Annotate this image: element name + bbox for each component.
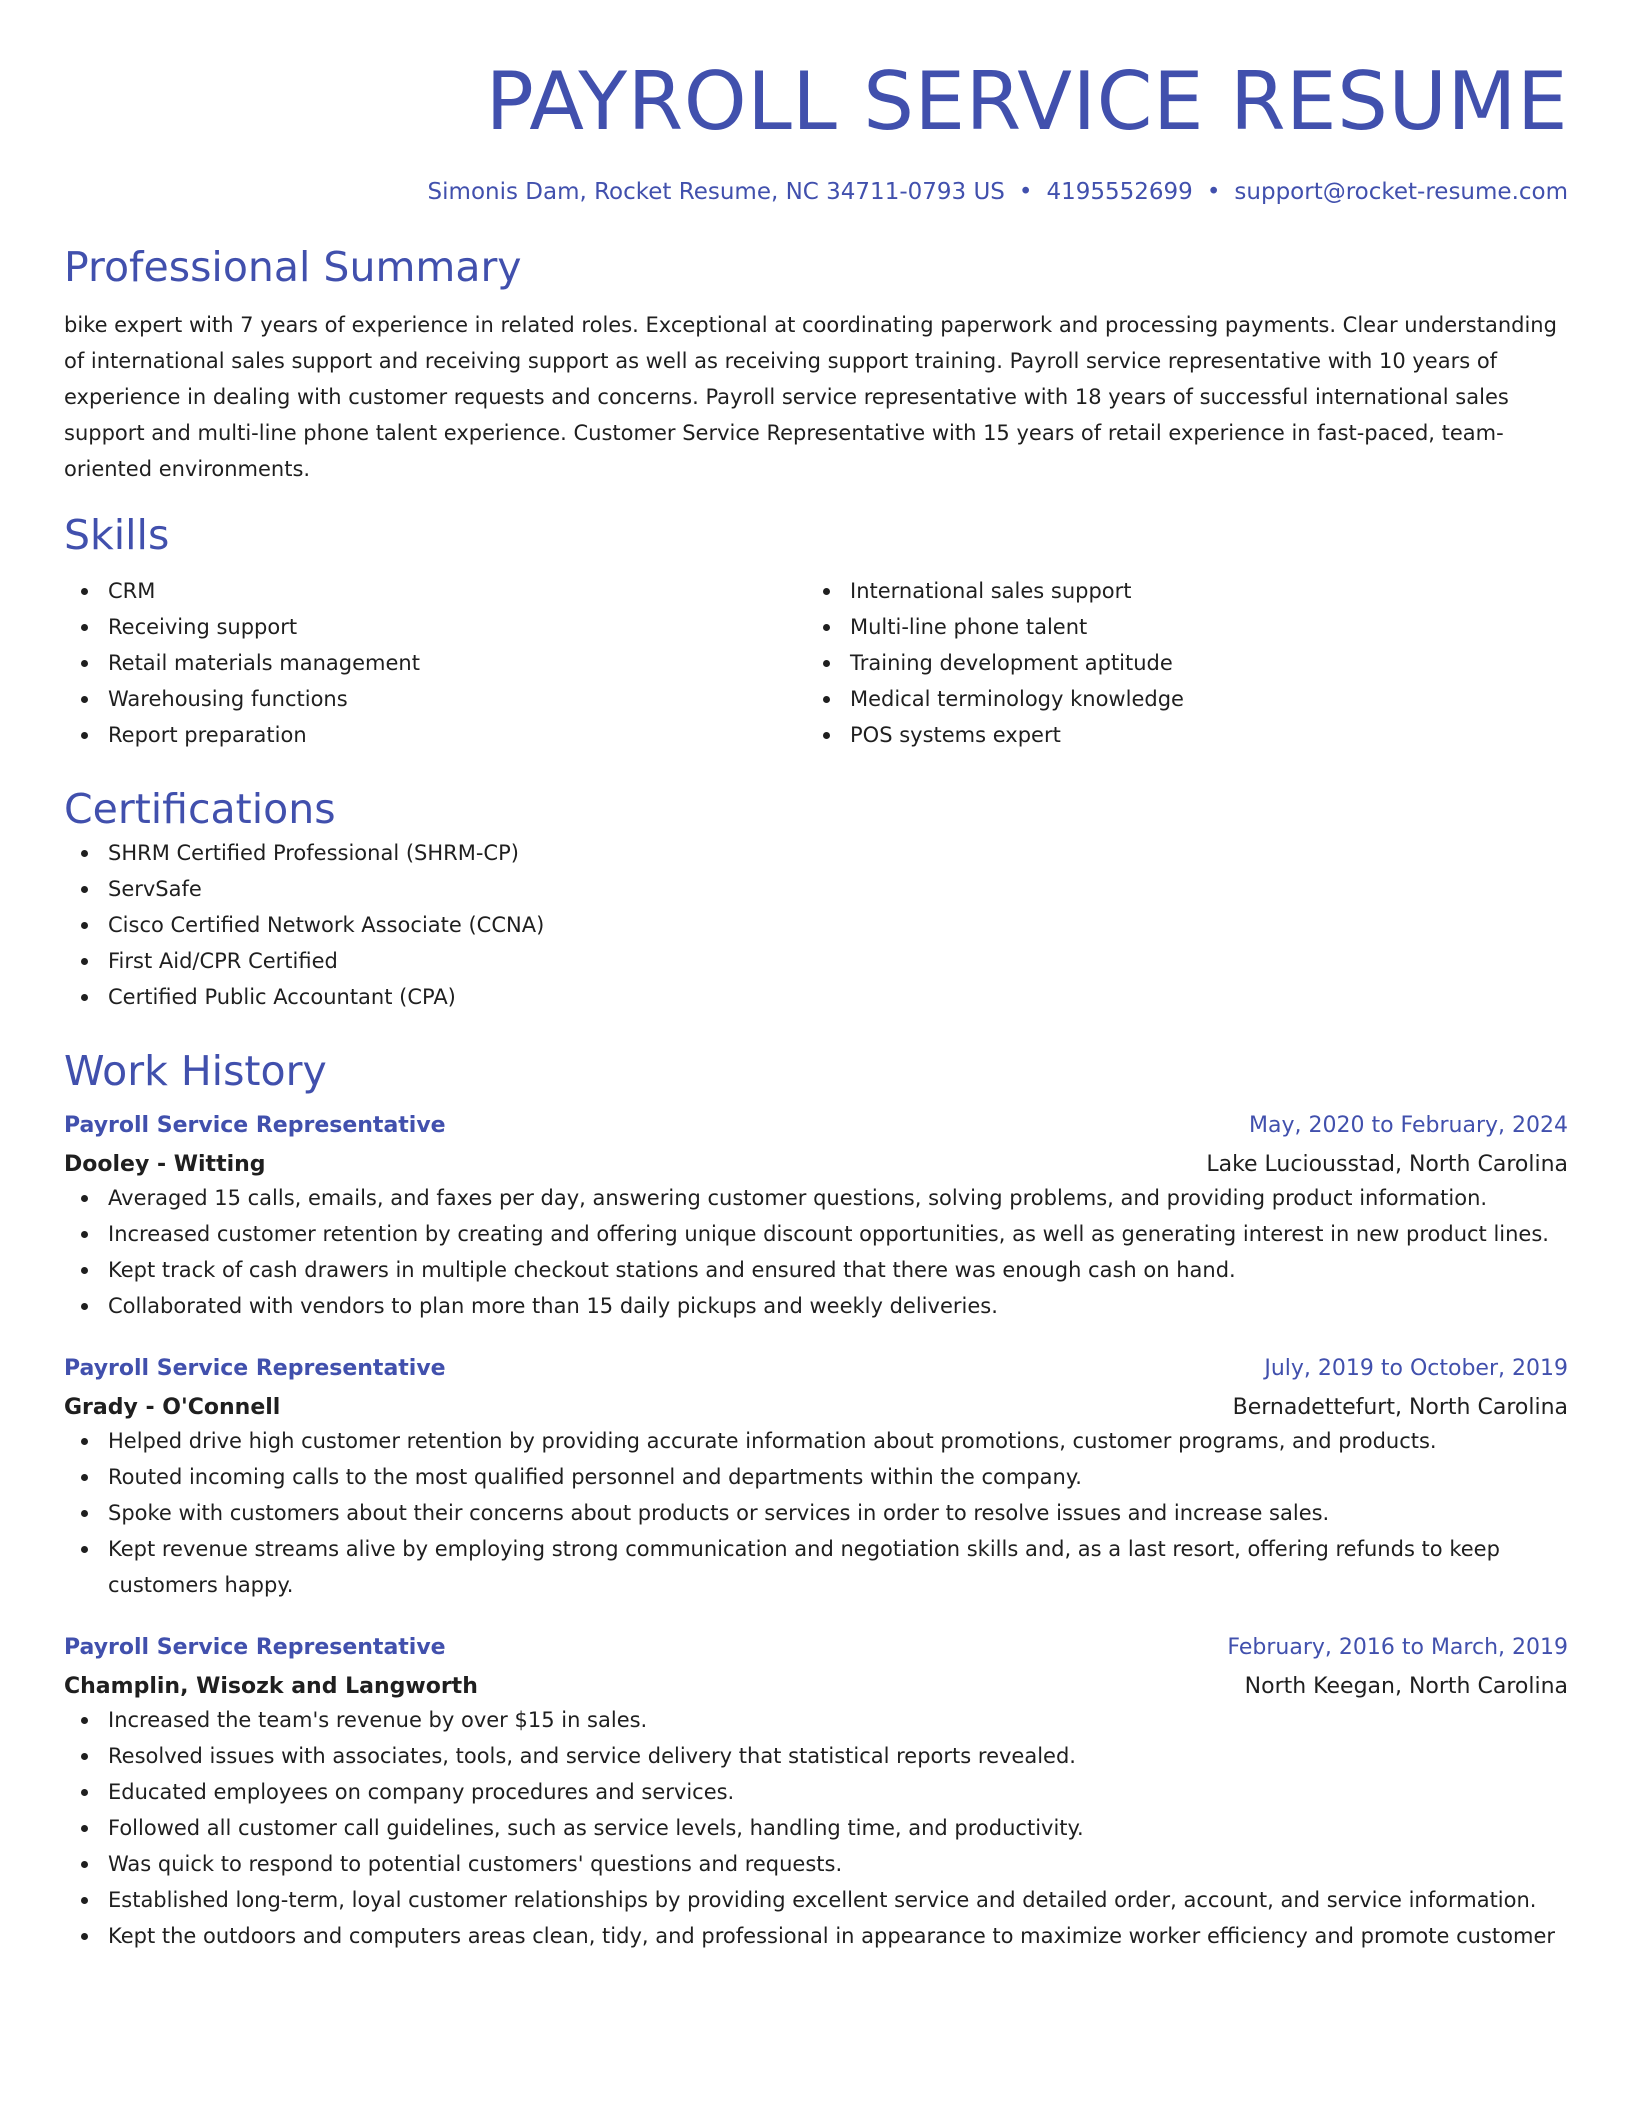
summary-heading: Professional Summary <box>64 243 522 291</box>
skill-item: Warehousing functions <box>64 681 806 717</box>
skills-heading: Skills <box>64 511 170 559</box>
skills-list-right <box>806 573 1548 753</box>
responsibility-item: Spoke with customers about their concerns about products or services in order to resolve issues and increase sales. <box>64 1495 1568 1531</box>
work-history-heading: Work History <box>64 1047 327 1095</box>
skill-item: CRM <box>64 573 806 609</box>
job-title: Payroll Service Representative <box>64 1356 446 1381</box>
contact-email: support@rocket-resume.com <box>1234 179 1568 205</box>
certification-item: ServSafe <box>64 871 1568 907</box>
job-header <box>64 1633 1568 1663</box>
responsibility-item: Kept track of cash drawers in multiple checkout stations and ensured that there was enough cash on hand. <box>64 1252 1568 1288</box>
job-responsibilities <box>64 1423 1568 1603</box>
contact-separator: • <box>1018 179 1033 205</box>
certification-item: Certified Public Accountant (CPA) <box>64 979 1568 1015</box>
job-responsibilities <box>64 1702 1568 1954</box>
responsibility-item: Kept the outdoors and computers areas clean, tidy, and professional in appearance to maximize worker efficiency and promote customer <box>64 1918 1568 1954</box>
job-location: North Keegan, North Carolina <box>1244 1674 1568 1699</box>
skill-item: Receiving support <box>64 609 806 645</box>
job-subheader <box>64 1141 1568 1180</box>
job-entry <box>64 1354 1568 1603</box>
responsibility-item: Routed incoming calls to the most qualified personnel and departments within the company. <box>64 1459 1568 1495</box>
responsibility-item: Averaged 15 calls, emails, and faxes per day, answering customer questions, solving problems, and providing product information. <box>64 1180 1568 1216</box>
skill-item: Medical terminology knowledge <box>806 681 1548 717</box>
contact-phone: 4195552699 <box>1046 179 1193 205</box>
responsibility-item: Was quick to respond to potential customers' questions and requests. <box>64 1846 1568 1882</box>
certifications-list <box>64 835 1568 1015</box>
skill-item: International sales support <box>806 573 1548 609</box>
certification-item: SHRM Certified Professional (SHRM-CP) <box>64 835 1568 871</box>
skill-item: Multi-line phone talent <box>806 609 1548 645</box>
job-header <box>64 1111 1568 1141</box>
certifications-heading: Certifications <box>64 785 336 833</box>
skills-list-left <box>64 573 806 753</box>
responsibility-item: Increased the team's revenue by over $15 in sales. <box>64 1702 1568 1738</box>
responsibility-item: Kept revenue streams alive by employing strong communication and negotiation skills and, as a last resort, offering refunds to keep customers happy. <box>64 1531 1568 1603</box>
job-entry <box>64 1111 1568 1324</box>
skill-item: Retail materials management <box>64 645 806 681</box>
certification-item: First Aid/CPR Certified <box>64 943 1568 979</box>
job-company: Dooley - Witting <box>64 1152 266 1177</box>
responsibility-item: Established long-term, loyal customer relationships by providing excellent service and detailed order, account, and service information. <box>64 1882 1568 1918</box>
skills-grid <box>64 573 1568 753</box>
responsibility-item: Collaborated with vendors to plan more than 15 daily pickups and weekly deliveries. <box>64 1288 1568 1324</box>
skill-item: POS systems expert <box>806 717 1548 753</box>
job-company: Champlin, Wisozk and Langworth <box>64 1674 478 1699</box>
responsibility-item: Followed all customer call guidelines, such as service levels, handling time, and productivity. <box>64 1810 1568 1846</box>
job-responsibilities <box>64 1180 1568 1324</box>
skills-column-right <box>806 573 1548 753</box>
job-location: Lake Luciousstad, North Carolina <box>1206 1152 1568 1177</box>
skill-item: Report preparation <box>64 717 806 753</box>
contact-line <box>64 177 1568 207</box>
responsibility-item: Helped drive high customer retention by providing accurate information about promotions, customer programs, and products. <box>64 1423 1568 1459</box>
responsibility-item: Resolved issues with associates, tools, and service delivery that statistical reports revealed. <box>64 1738 1568 1774</box>
responsibility-item: Educated employees on company procedures and services. <box>64 1774 1568 1810</box>
job-title: Payroll Service Representative <box>64 1635 446 1660</box>
job-header <box>64 1354 1568 1384</box>
job-subheader <box>64 1663 1568 1702</box>
job-location: Bernadettefurt, North Carolina <box>1232 1395 1568 1420</box>
job-subheader <box>64 1384 1568 1423</box>
job-title: Payroll Service Representative <box>64 1113 446 1138</box>
job-dates: July, 2019 to October, 2019 <box>1264 1356 1568 1381</box>
job-dates: May, 2020 to February, 2024 <box>1249 1113 1568 1138</box>
summary-text: bike expert with 7 years of experience in related roles. Exceptional at coordinating paperwork and processing payments. Clear understanding of international sales support and receiving support as well as receiving support training. Payroll service representative with 10 years of experience in dealing with customer requests and concerns. Payroll service representative with 18 years of successful international sales support and multi-line phone talent experience. Customer Service Representative with 15 years of retail experience in fast-paced, team-oriented environments. <box>64 313 1557 481</box>
responsibility-item: Increased customer retention by creating and offering unique discount opportunities, as well as generating interest in new product lines. <box>64 1216 1568 1252</box>
skills-column-left <box>64 573 806 753</box>
resume-title: PAYROLL SERVICE RESUME <box>485 55 1568 148</box>
contact-address: Simonis Dam, Rocket Resume, NC 34711-0793 US <box>427 179 1005 205</box>
job-entry <box>64 1633 1568 1954</box>
skill-item: Training development aptitude <box>806 645 1548 681</box>
job-dates: February, 2016 to March, 2019 <box>1227 1635 1568 1660</box>
job-company: Grady - O'Connell <box>64 1395 281 1420</box>
contact-separator: • <box>1206 179 1221 205</box>
certification-item: Cisco Certified Network Associate (CCNA) <box>64 907 1568 943</box>
